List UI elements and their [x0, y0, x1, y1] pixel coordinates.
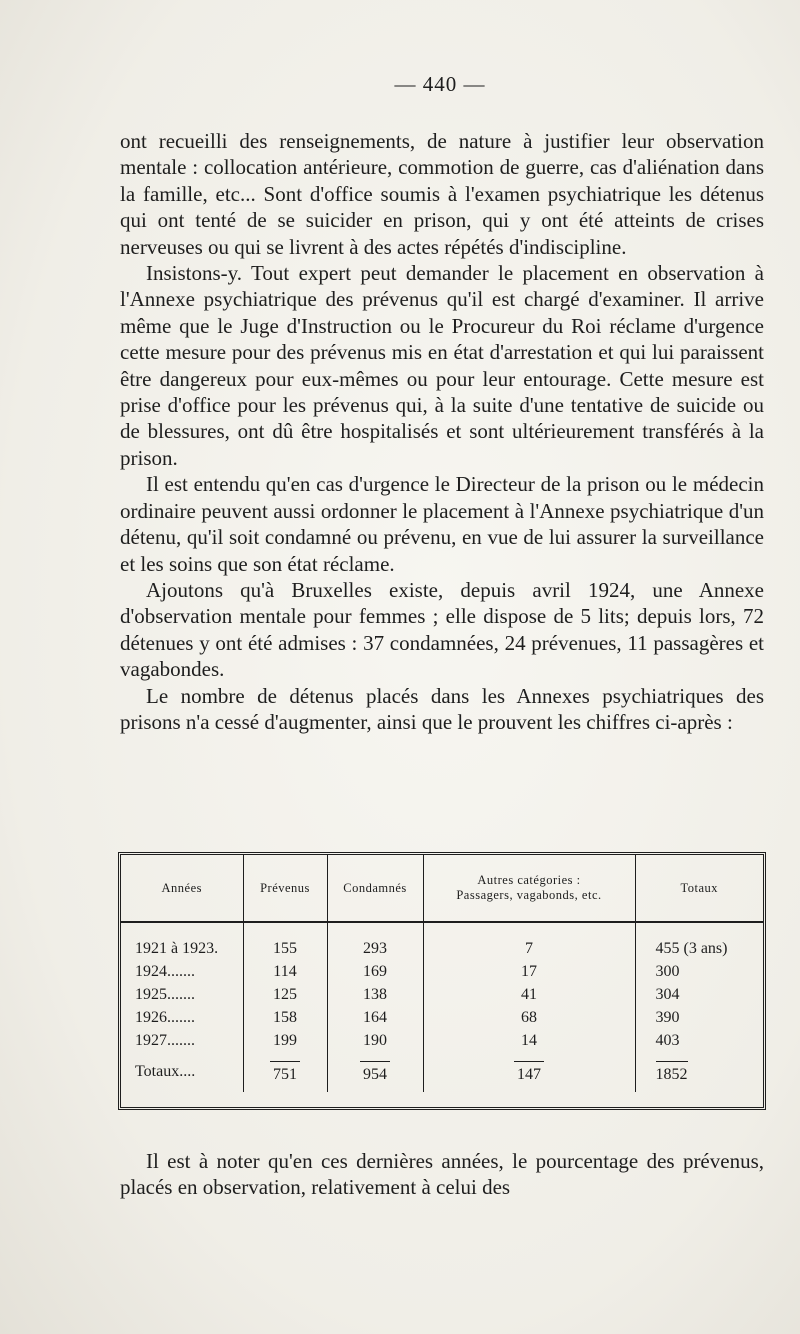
header-prevenus: Prévenus [243, 855, 327, 922]
cell-year: 1921 à 1923. [135, 939, 219, 957]
cell-condamnes: 190 [327, 1029, 423, 1052]
header-years: Années [121, 855, 243, 922]
cell-prevenus: 155 [243, 922, 327, 960]
statistics-table-grid [121, 855, 763, 1092]
paragraph-2: Insistons-y. Tout expert peut demander le placement en observation à l'Annexe psychiatrique des prévenus qu'il est chargé d'examiner. Il arrive même que le Juge d'Instruction ou le Procureur du Roi réclame d'urgence cette mesure pour des prévenus mis en état d'arrestation et qui lui paraissent être dangereux pour eux-mêmes ou pour leur entourage. Cette mesure est prise d'office pour les prévenus qui, à la suite d'une tentative de suicide ou de blessures, ont dû être hospitalisés et sont ultérieurement transférés à la prison. [120, 261, 764, 470]
cell-total-autres [423, 1052, 635, 1092]
header-totaux: Totaux [635, 855, 763, 922]
page-number: — 440 — [394, 72, 486, 96]
cell-year: 1924....... [135, 962, 195, 980]
cell-prevenus: 199 [243, 1029, 327, 1052]
header-autres [423, 855, 635, 922]
paragraph-5: Le nombre de détenus placés dans les Annexes psychiatriques des prisons n'a cessé d'augmenter, ainsi que le prouvent les chiffres ci-après : [120, 683, 764, 734]
total-condamnes-value: 954 [360, 1061, 390, 1084]
cell-total: 300 [635, 960, 763, 983]
statistics-table [118, 852, 766, 1110]
header-autres-line1: Autres catégories : [477, 873, 581, 887]
cell-condamnes: 169 [327, 960, 423, 983]
cell-condamnes: 164 [327, 1006, 423, 1029]
cell-total-condamnes [327, 1052, 423, 1092]
total-autres-value: 147 [514, 1061, 544, 1084]
table-row [121, 960, 763, 983]
cell-autres: 14 [423, 1029, 635, 1052]
cell-total: 403 [635, 1029, 763, 1052]
total-prevenus-value: 751 [270, 1061, 300, 1084]
cell-autres: 17 [423, 960, 635, 983]
cell-year: 1926....... [135, 1008, 195, 1026]
header-autres-line2: Passagers, vagabonds, etc. [456, 888, 602, 902]
body-text-bottom [120, 1148, 764, 1201]
cell-total-total [635, 1052, 763, 1092]
cell-prevenus: 158 [243, 1006, 327, 1029]
cell-prevenus: 125 [243, 983, 327, 1006]
cell-total: 390 [635, 1006, 763, 1029]
cell-prevenus: 114 [243, 960, 327, 983]
cell-total: 455 (3 ans) [635, 922, 763, 960]
paragraph-6: Il est à noter qu'en ces dernières années, le pourcentage des prévenus, placés en observation, relativement à celui des [120, 1149, 764, 1200]
cell-autres: 68 [423, 1006, 635, 1029]
paragraph-4: Ajoutons qu'à Bruxelles existe, depuis avril 1924, une Annexe d'observation mentale pour femmes ; elle dispose de 5 lits; depuis lors, 72 détenues y ont été admises : 37 condamnées, 24 prévenues, 11 passagères et vagabondes. [120, 577, 764, 682]
cell-condamnes: 138 [327, 983, 423, 1006]
cell-condamnes: 293 [327, 922, 423, 960]
header-condamnes: Condamnés [327, 855, 423, 922]
table-row [121, 922, 763, 960]
body-text-top [120, 128, 764, 735]
table-header-row [121, 855, 763, 922]
table-total-row [121, 1052, 763, 1092]
total-total-value: 1852 [656, 1061, 688, 1084]
cell-year: 1927....... [135, 1031, 195, 1049]
table-row [121, 1029, 763, 1052]
paragraph-1: ont recueilli des renseignements, de nature à justifier leur observation mentale : collocation antérieure, commotion de guerre, cas d'aliénation dans la famille, etc... Sont d'office soumis à l'examen psychiatrique les détenus qui ont tenté de se suicider en prison, qui y ont été atteints de crises nerveuses ou qui se livrent à des actes répétés d'indiscipline. [120, 129, 764, 259]
cell-autres: 7 [423, 922, 635, 960]
cell-total: 304 [635, 983, 763, 1006]
cell-autres: 41 [423, 983, 635, 1006]
cell-year: 1925....... [135, 985, 195, 1003]
cell-total-label: Totaux.... [135, 1063, 196, 1080]
paragraph-3: Il est entendu qu'en cas d'urgence le Directeur de la prison ou le médecin ordinaire peuvent aussi ordonner le placement à l'Annexe psychiatrique d'un détenu, qu'il soit condamné ou prévenu, en vue de lui assurer la surveillance et les soins que son état réclame. [120, 472, 764, 576]
table-row [121, 1006, 763, 1029]
table-row [121, 983, 763, 1006]
cell-total-prevenus [243, 1052, 327, 1092]
